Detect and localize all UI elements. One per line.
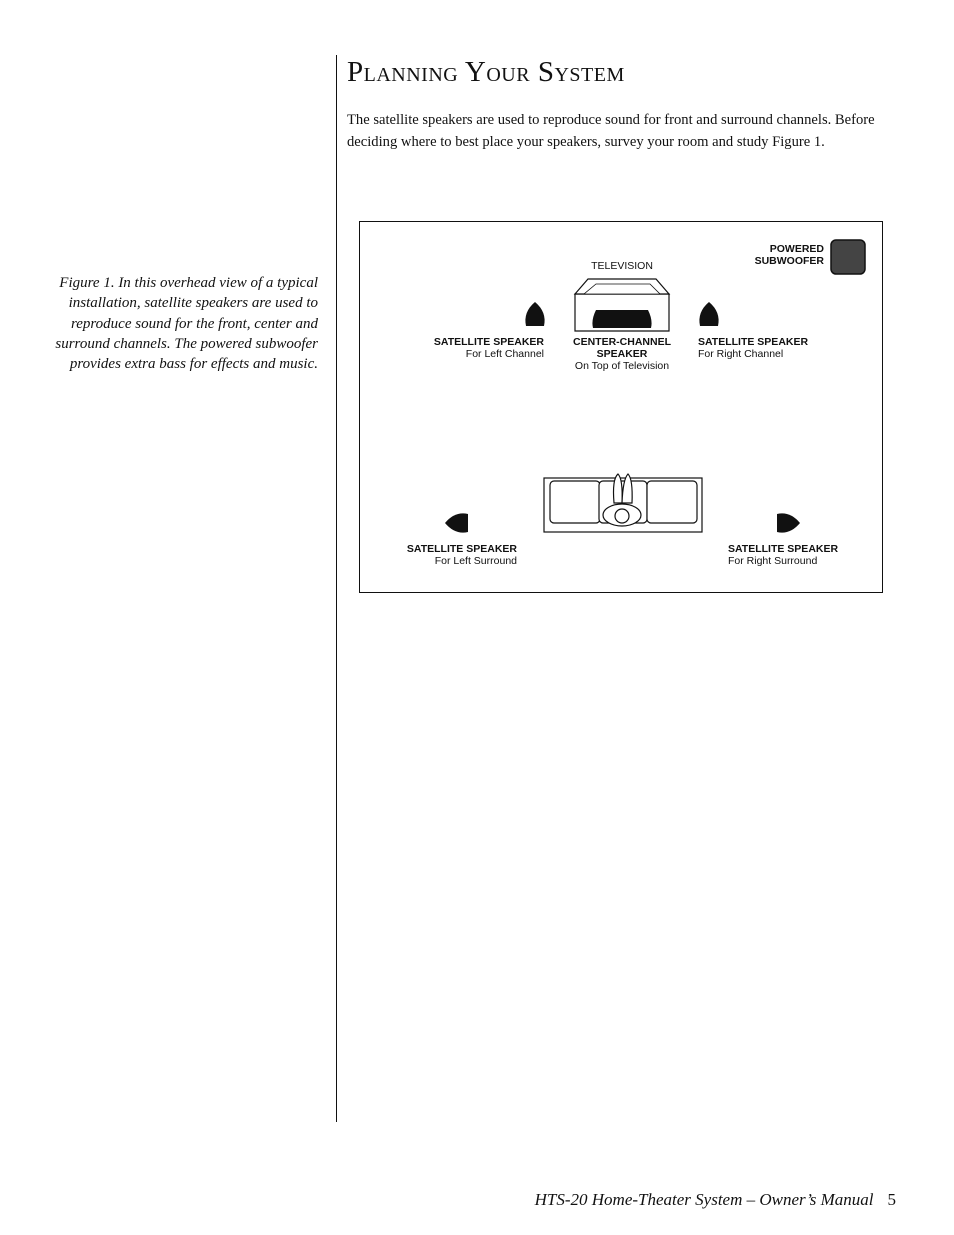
- right-front-sub: For Right Channel: [698, 348, 784, 360]
- left-front-label: [420, 336, 544, 360]
- center-speaker-shape: [592, 310, 651, 328]
- television-label: TELEVISION: [591, 260, 653, 272]
- center-label: [562, 336, 682, 372]
- speaker-placement-figure: [359, 221, 883, 593]
- figure-caption: Figure 1. In this overhead view of a typical installation, satellite speakers are used to reproduce sound for the front, center and surround channels. The powered subwoofer provides extra bass for effects and music.: [55, 275, 318, 373]
- page-number: 5: [887, 1190, 896, 1209]
- left-surround-speaker-shape: [445, 513, 468, 532]
- column-divider: [336, 55, 337, 1122]
- right-surround-title: SATELLITE SPEAKER: [728, 543, 839, 555]
- left-surround-label: [380, 543, 517, 567]
- subwoofer-box: [831, 240, 865, 274]
- right-front-label: [698, 336, 828, 360]
- manual-title: HTS-20 Home-Theater System – Owner’s Manual: [534, 1190, 874, 1209]
- center-sub: On Top of Television: [574, 360, 670, 372]
- right-surround-label: [728, 543, 868, 567]
- center-title-1: CENTER-CHANNEL: [573, 336, 671, 348]
- right-front-speaker-shape: [699, 302, 718, 326]
- left-front-speaker-shape: [525, 302, 544, 326]
- page-footer: [535, 1190, 896, 1210]
- left-front-title: SATELLITE SPEAKER: [433, 336, 544, 348]
- couch-shape: [544, 474, 702, 532]
- left-surround-title: SATELLITE SPEAKER: [406, 543, 517, 555]
- intro-paragraph: The satellite speakers are used to reproduce sound for front and surround channels. Before deciding where to best place your speakers, survey your room and study Figure 1.: [347, 112, 875, 150]
- left-surround-sub: For Left Surround: [434, 555, 517, 567]
- right-surround-speaker-shape: [777, 513, 800, 532]
- right-surround-sub: For Right Surround: [728, 555, 818, 567]
- subwoofer-label: [730, 243, 824, 267]
- page-title: Planning Your System: [347, 56, 625, 88]
- room-diagram: [360, 222, 884, 594]
- right-front-title: SATELLITE SPEAKER: [698, 336, 809, 348]
- subwoofer-label-line2: SUBWOOFER: [754, 255, 824, 267]
- left-front-sub: For Left Channel: [465, 348, 544, 360]
- subwoofer-label-line1: POWERED: [769, 243, 824, 255]
- center-title-2: SPEAKER: [596, 348, 648, 360]
